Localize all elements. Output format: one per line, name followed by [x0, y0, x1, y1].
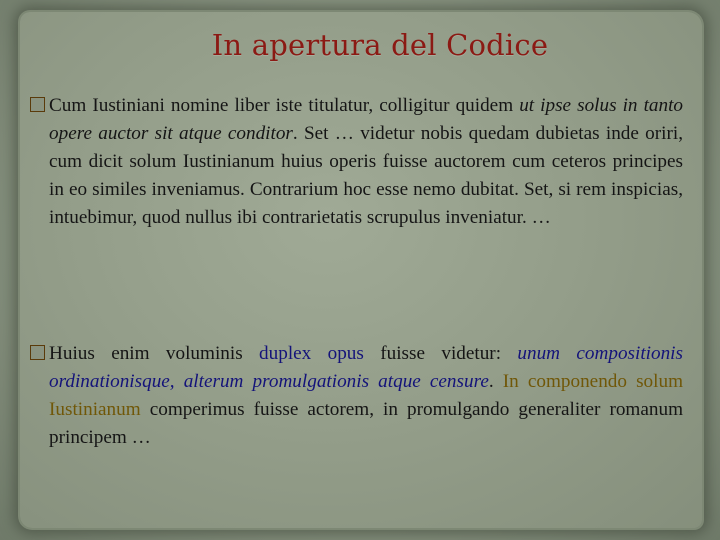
paragraph-2-highlight-gold: In componendo solum Iustinianum	[49, 371, 683, 420]
paragraph-2-text-a: Huius enim voluminis	[49, 343, 260, 364]
paragraph-1-text-a: Cum Iustiniani nomine liber iste titulatur, colligitur quidem	[49, 95, 514, 116]
paragraph-2-highlight-blue: duplex opus	[259, 343, 364, 364]
paragraph-2-text-d: comperimus fuisse actorem, in promulgando generaliter romanum principem …	[49, 399, 683, 448]
bullet-box-icon	[30, 97, 45, 112]
paragraph-1-text-b: . Set … videtur nobis quedam dubietas inde oriri, cum dicit solum Iustinianum huius operis fuisse auctorem cum ceteros principes in eo similes inveniamus. Contrarium hoc esse nemo dubitat. Set, si rem inspicias, intuebimur, quod nullus ibi contrarietatis scrupulus inveniatur. …	[49, 123, 683, 228]
paragraph-2-text-b: fuisse videtur:	[363, 343, 518, 364]
paragraph-2	[49, 340, 683, 452]
bullet-box-icon	[30, 345, 45, 360]
paragraph-1-italic: ut ipse solus in tanto opere auctor sit atque conditor	[49, 95, 684, 144]
paragraph-1	[49, 92, 683, 232]
slide-title: In apertura del Codice	[211, 28, 549, 62]
paragraph-2-italic-blue: unum compositionis ordinationisque, alterum promulgationis atque censure	[49, 343, 683, 392]
paragraph-2-text-c: .	[488, 371, 503, 392]
